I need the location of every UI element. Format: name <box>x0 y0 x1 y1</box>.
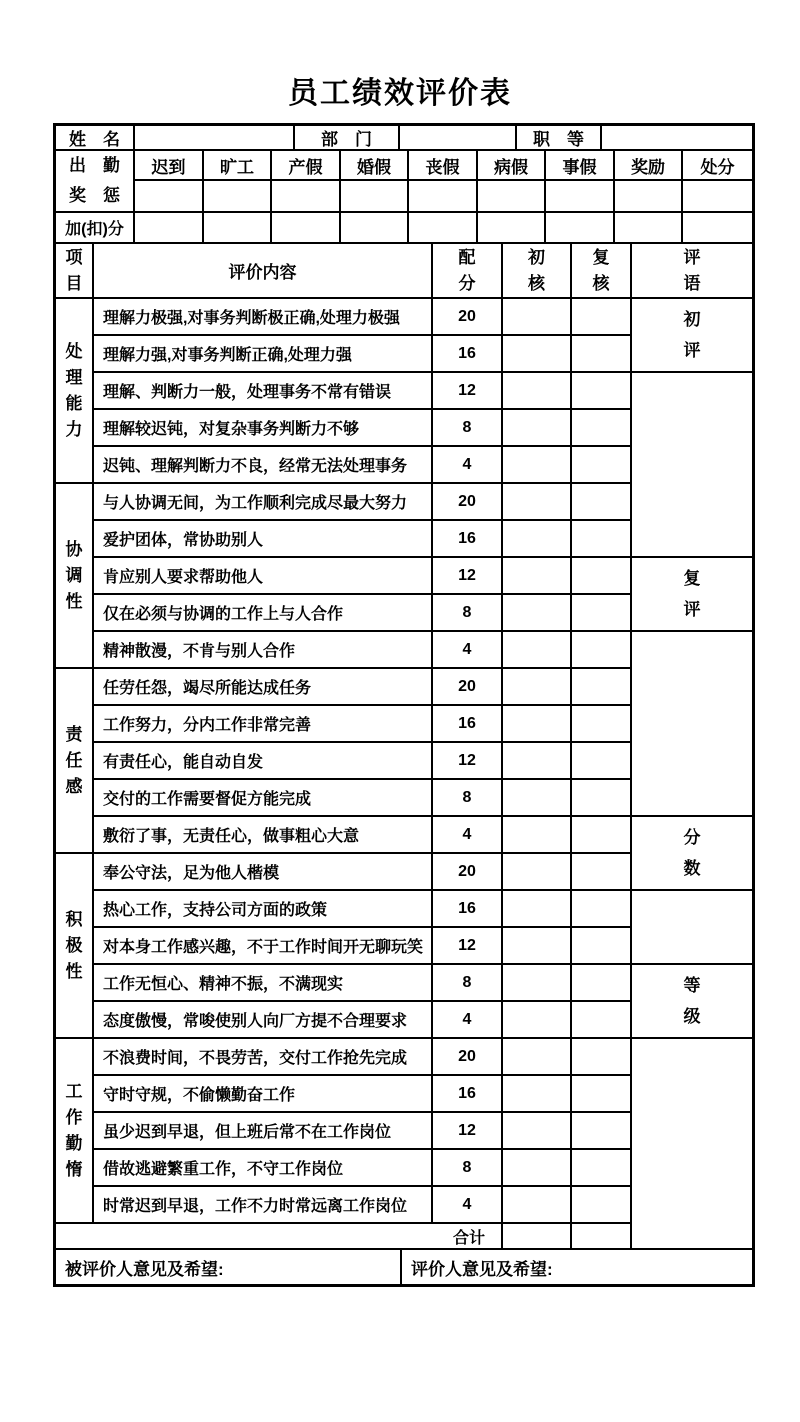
eval-row-text: 不浪费时间，不畏劳苦，交付工作抢先完成 <box>94 1039 433 1076</box>
first-check-cell[interactable] <box>503 780 572 817</box>
attendance-label-line1: 出 勤 <box>69 156 120 175</box>
eval-row-score: 4 <box>433 1187 503 1224</box>
eval-row <box>94 410 632 447</box>
eval-row-score: 8 <box>433 595 503 632</box>
dept-label: 部 门 <box>295 126 400 151</box>
eval-row-score: 8 <box>433 965 503 1002</box>
remark-first-eval-cell[interactable] <box>632 373 752 558</box>
first-check-cell[interactable] <box>503 1113 572 1150</box>
eval-row <box>94 817 632 854</box>
attendance-value-cell[interactable] <box>546 181 615 213</box>
rank-label: 职 等 <box>517 126 602 151</box>
first-check-cell[interactable] <box>503 1039 572 1076</box>
first-check-cell[interactable] <box>503 1076 572 1113</box>
eval-row-score: 16 <box>433 521 503 558</box>
header-item: 项目 <box>56 244 94 299</box>
recheck-cell[interactable] <box>572 1187 632 1224</box>
header-content: 评价内容 <box>94 244 433 299</box>
first-check-cell[interactable] <box>503 632 572 669</box>
eval-row-text: 仅在必须与协调的工作上与人合作 <box>94 595 433 632</box>
eval-row-text: 对本身工作感兴趣，不于工作时间开无聊玩笑 <box>94 928 433 965</box>
eval-row <box>94 558 632 595</box>
adjust-value-cell[interactable] <box>204 213 272 244</box>
section-label: 积极性 <box>56 854 94 1039</box>
info-row <box>56 126 752 151</box>
eval-row-text: 理解力强,对事务判断正确,处理力强 <box>94 336 433 373</box>
recheck-cell[interactable] <box>572 336 632 373</box>
remark-first-eval-label: 初评 <box>632 299 752 373</box>
eval-row-text: 有责任心，能自动自发 <box>94 743 433 780</box>
first-check-cell[interactable] <box>503 521 572 558</box>
eval-row-score: 12 <box>433 1113 503 1150</box>
eval-row-text: 态度傲慢，常唆使别人向厂方提不合理要求 <box>94 1002 433 1039</box>
adjust-value-cell[interactable] <box>683 213 752 244</box>
attendance-value-cell[interactable] <box>478 181 546 213</box>
page-title: 员工绩效评价表 <box>288 77 512 110</box>
recheck-cell[interactable] <box>572 299 632 336</box>
first-check-cell[interactable] <box>503 891 572 928</box>
adjust-value-cell[interactable] <box>272 213 341 244</box>
attendance-value-cell[interactable] <box>409 181 478 213</box>
eval-row-score: 12 <box>433 743 503 780</box>
recheck-cell[interactable] <box>572 891 632 928</box>
attendance-col-sick: 病假 <box>478 151 546 181</box>
eval-row-score: 16 <box>433 891 503 928</box>
eval-row <box>94 780 632 817</box>
eval-row-text: 借故逃避繁重工作，不守工作岗位 <box>94 1150 433 1187</box>
name-label: 姓 名 <box>56 126 135 151</box>
recheck-cell[interactable] <box>572 1113 632 1150</box>
eval-row-score: 20 <box>433 854 503 891</box>
eval-row-score: 4 <box>433 1002 503 1039</box>
total-first-check-cell[interactable] <box>503 1224 572 1250</box>
recheck-cell[interactable] <box>572 373 632 410</box>
first-check-cell[interactable] <box>503 595 572 632</box>
attendance-label <box>56 151 135 213</box>
first-check-cell[interactable] <box>503 669 572 706</box>
attendance-value-cell[interactable] <box>615 181 683 213</box>
recheck-cell[interactable] <box>572 521 632 558</box>
section-label: 处理能力 <box>56 299 94 484</box>
recheck-cell[interactable] <box>572 1002 632 1039</box>
attendance-col-absent: 旷工 <box>204 151 272 181</box>
eval-row-text: 交付的工作需要督促方能完成 <box>94 780 433 817</box>
recheck-cell[interactable] <box>572 558 632 595</box>
dept-input-cell[interactable] <box>400 126 517 151</box>
remark-score-cell[interactable] <box>632 891 752 965</box>
adjust-value-cell[interactable] <box>546 213 615 244</box>
evaluatee-opinion-cell[interactable]: 被评价人意见及希望: <box>56 1250 402 1284</box>
header-score: 配分 <box>433 244 503 299</box>
eval-row <box>94 632 632 669</box>
eval-row-text: 精神散漫，不肯与别人合作 <box>94 632 433 669</box>
section-diligence <box>56 1039 632 1224</box>
eval-row-score: 4 <box>433 817 503 854</box>
eval-row <box>94 965 632 1002</box>
total-row <box>56 1224 632 1250</box>
eval-row <box>94 891 632 928</box>
eval-row-score: 16 <box>433 336 503 373</box>
eval-row <box>94 521 632 558</box>
eval-row <box>94 1039 632 1076</box>
eval-row-text: 爱护团体，常协助别人 <box>94 521 433 558</box>
adjust-value-cell[interactable] <box>478 213 546 244</box>
eval-header-row <box>56 244 752 299</box>
eval-row <box>94 336 632 373</box>
attendance-value-cell[interactable] <box>272 181 341 213</box>
attendance-block <box>56 151 752 213</box>
eval-row-text: 理解、判断力一般，处理事务不常有错误 <box>94 373 433 410</box>
eval-row-text: 工作无恒心、精神不振，不满现实 <box>94 965 433 1002</box>
section-label: 协调性 <box>56 484 94 669</box>
eval-row <box>94 484 632 521</box>
eval-row-score: 8 <box>433 1150 503 1187</box>
remark-grade-label: 等级 <box>632 965 752 1039</box>
first-check-cell[interactable] <box>503 484 572 521</box>
attendance-grid <box>135 151 752 213</box>
attendance-header-row <box>135 151 752 181</box>
eval-row-score: 16 <box>433 1076 503 1113</box>
attendance-col-personal: 事假 <box>546 151 615 181</box>
section-label: 工作勤惰 <box>56 1039 94 1224</box>
recheck-cell[interactable] <box>572 632 632 669</box>
header-first-check: 初核 <box>503 244 572 299</box>
recheck-cell[interactable] <box>572 854 632 891</box>
eval-row-text: 肯应别人要求帮助他人 <box>94 558 433 595</box>
recheck-cell[interactable] <box>572 965 632 1002</box>
eval-row <box>94 1113 632 1150</box>
first-check-cell[interactable] <box>503 447 572 484</box>
remark-second-eval-cell[interactable] <box>632 632 752 817</box>
attendance-col-marriage: 婚假 <box>341 151 409 181</box>
total-recheck-cell[interactable] <box>572 1224 632 1250</box>
first-check-cell[interactable] <box>503 854 572 891</box>
eval-row <box>94 373 632 410</box>
recheck-cell[interactable] <box>572 743 632 780</box>
header-recheck: 复核 <box>572 244 632 299</box>
adjust-value-cell[interactable] <box>409 213 478 244</box>
eval-row-text: 迟钝、理解判断力不良，经常无法处理事务 <box>94 447 433 484</box>
section-coordination <box>56 484 632 669</box>
eval-row <box>94 299 632 336</box>
section-initiative <box>56 854 632 1039</box>
eval-row <box>94 1187 632 1224</box>
eval-row <box>94 854 632 891</box>
eval-row-score: 16 <box>433 706 503 743</box>
attendance-col-punishment: 处分 <box>683 151 752 181</box>
eval-row <box>94 447 632 484</box>
eval-row-score: 4 <box>433 447 503 484</box>
recheck-cell[interactable] <box>572 595 632 632</box>
rank-input-cell[interactable] <box>602 126 752 151</box>
eval-row-text: 敷衍了事，无责任心，做事粗心大意 <box>94 817 433 854</box>
eval-row-text: 守时守规，不偷懒勤奋工作 <box>94 1076 433 1113</box>
remark-column <box>632 299 752 1250</box>
first-check-cell[interactable] <box>503 965 572 1002</box>
eval-row-text: 理解较迟钝，对复杂事务判断力不够 <box>94 410 433 447</box>
section-label: 责任感 <box>56 669 94 854</box>
eval-row <box>94 595 632 632</box>
recheck-cell[interactable] <box>572 706 632 743</box>
recheck-cell[interactable] <box>572 1076 632 1113</box>
eval-row <box>94 1150 632 1187</box>
first-check-cell[interactable] <box>503 299 572 336</box>
evaluation-form-table <box>53 123 755 1287</box>
attendance-col-late: 迟到 <box>135 151 204 181</box>
first-check-cell[interactable] <box>503 336 572 373</box>
remark-score-label: 分数 <box>632 817 752 891</box>
eval-row-text: 奉公守法，足为他人楷模 <box>94 854 433 891</box>
adjust-label: 加(扣)分 <box>56 213 135 244</box>
eval-row-text: 热心工作，支持公司方面的政策 <box>94 891 433 928</box>
eval-body <box>56 299 752 1250</box>
eval-row <box>94 706 632 743</box>
first-check-cell[interactable] <box>503 558 572 595</box>
recheck-cell[interactable] <box>572 410 632 447</box>
recheck-cell[interactable] <box>572 1150 632 1187</box>
attendance-value-cell[interactable] <box>683 181 752 213</box>
section-handling <box>56 299 632 484</box>
adjust-value-cell[interactable] <box>615 213 683 244</box>
attendance-label-line2: 奖 惩 <box>69 186 120 205</box>
eval-row-score: 12 <box>433 558 503 595</box>
eval-row-text: 时常迟到早退，工作不力时常远离工作岗位 <box>94 1187 433 1224</box>
total-label: 合计 <box>56 1224 503 1250</box>
eval-row-score: 12 <box>433 928 503 965</box>
recheck-cell[interactable] <box>572 928 632 965</box>
header-remark: 评语 <box>632 244 752 299</box>
eval-row <box>94 928 632 965</box>
recheck-cell[interactable] <box>572 1039 632 1076</box>
eval-row <box>94 1076 632 1113</box>
recheck-cell[interactable] <box>572 817 632 854</box>
attendance-value-row <box>135 181 752 213</box>
first-check-cell[interactable] <box>503 743 572 780</box>
eval-row-text: 虽少迟到早退，但上班后常不在工作岗位 <box>94 1113 433 1150</box>
first-check-cell[interactable] <box>503 1150 572 1187</box>
eval-row-score: 8 <box>433 780 503 817</box>
recheck-cell[interactable] <box>572 780 632 817</box>
section-responsibility <box>56 669 632 854</box>
adjust-value-cell[interactable] <box>135 213 204 244</box>
attendance-value-cell[interactable] <box>341 181 409 213</box>
attendance-value-cell[interactable] <box>204 181 272 213</box>
eval-row-score: 20 <box>433 669 503 706</box>
eval-row-score: 20 <box>433 1039 503 1076</box>
eval-row-text: 任劳任怨，竭尽所能达成任务 <box>94 669 433 706</box>
opinions-row <box>56 1250 752 1284</box>
remark-second-eval-label: 复评 <box>632 558 752 632</box>
recheck-cell[interactable] <box>572 669 632 706</box>
adjust-row <box>56 213 752 244</box>
name-input-cell[interactable] <box>135 126 295 151</box>
evaluator-opinion-cell[interactable]: 评价人意见及希望: <box>411 1259 553 1279</box>
eval-row-score: 8 <box>433 410 503 447</box>
adjust-value-cell[interactable] <box>341 213 409 244</box>
attendance-col-maternity: 产假 <box>272 151 341 181</box>
eval-row-text: 工作努力，分内工作非常完善 <box>94 706 433 743</box>
first-check-cell[interactable] <box>503 373 572 410</box>
attendance-value-cell[interactable] <box>135 181 204 213</box>
eval-row-text: 与人协调无间，为工作顺利完成尽最大努力 <box>94 484 433 521</box>
eval-row-score: 12 <box>433 373 503 410</box>
first-check-cell[interactable] <box>503 706 572 743</box>
remark-grade-cell[interactable] <box>632 1039 752 1250</box>
eval-row-score: 20 <box>433 484 503 521</box>
eval-row-score: 4 <box>433 632 503 669</box>
eval-row <box>94 743 632 780</box>
recheck-cell[interactable] <box>572 447 632 484</box>
eval-row <box>94 1002 632 1039</box>
attendance-col-reward: 奖励 <box>615 151 683 181</box>
eval-row-score: 20 <box>433 299 503 336</box>
first-check-cell[interactable] <box>503 817 572 854</box>
first-check-cell[interactable] <box>503 1002 572 1039</box>
recheck-cell[interactable] <box>572 484 632 521</box>
first-check-cell[interactable] <box>503 1187 572 1224</box>
first-check-cell[interactable] <box>503 928 572 965</box>
eval-row-text: 理解力极强,对事务判断极正确,处理力极强 <box>94 299 433 336</box>
first-check-cell[interactable] <box>503 410 572 447</box>
attendance-col-bereavement: 丧假 <box>409 151 478 181</box>
eval-row <box>94 669 632 706</box>
